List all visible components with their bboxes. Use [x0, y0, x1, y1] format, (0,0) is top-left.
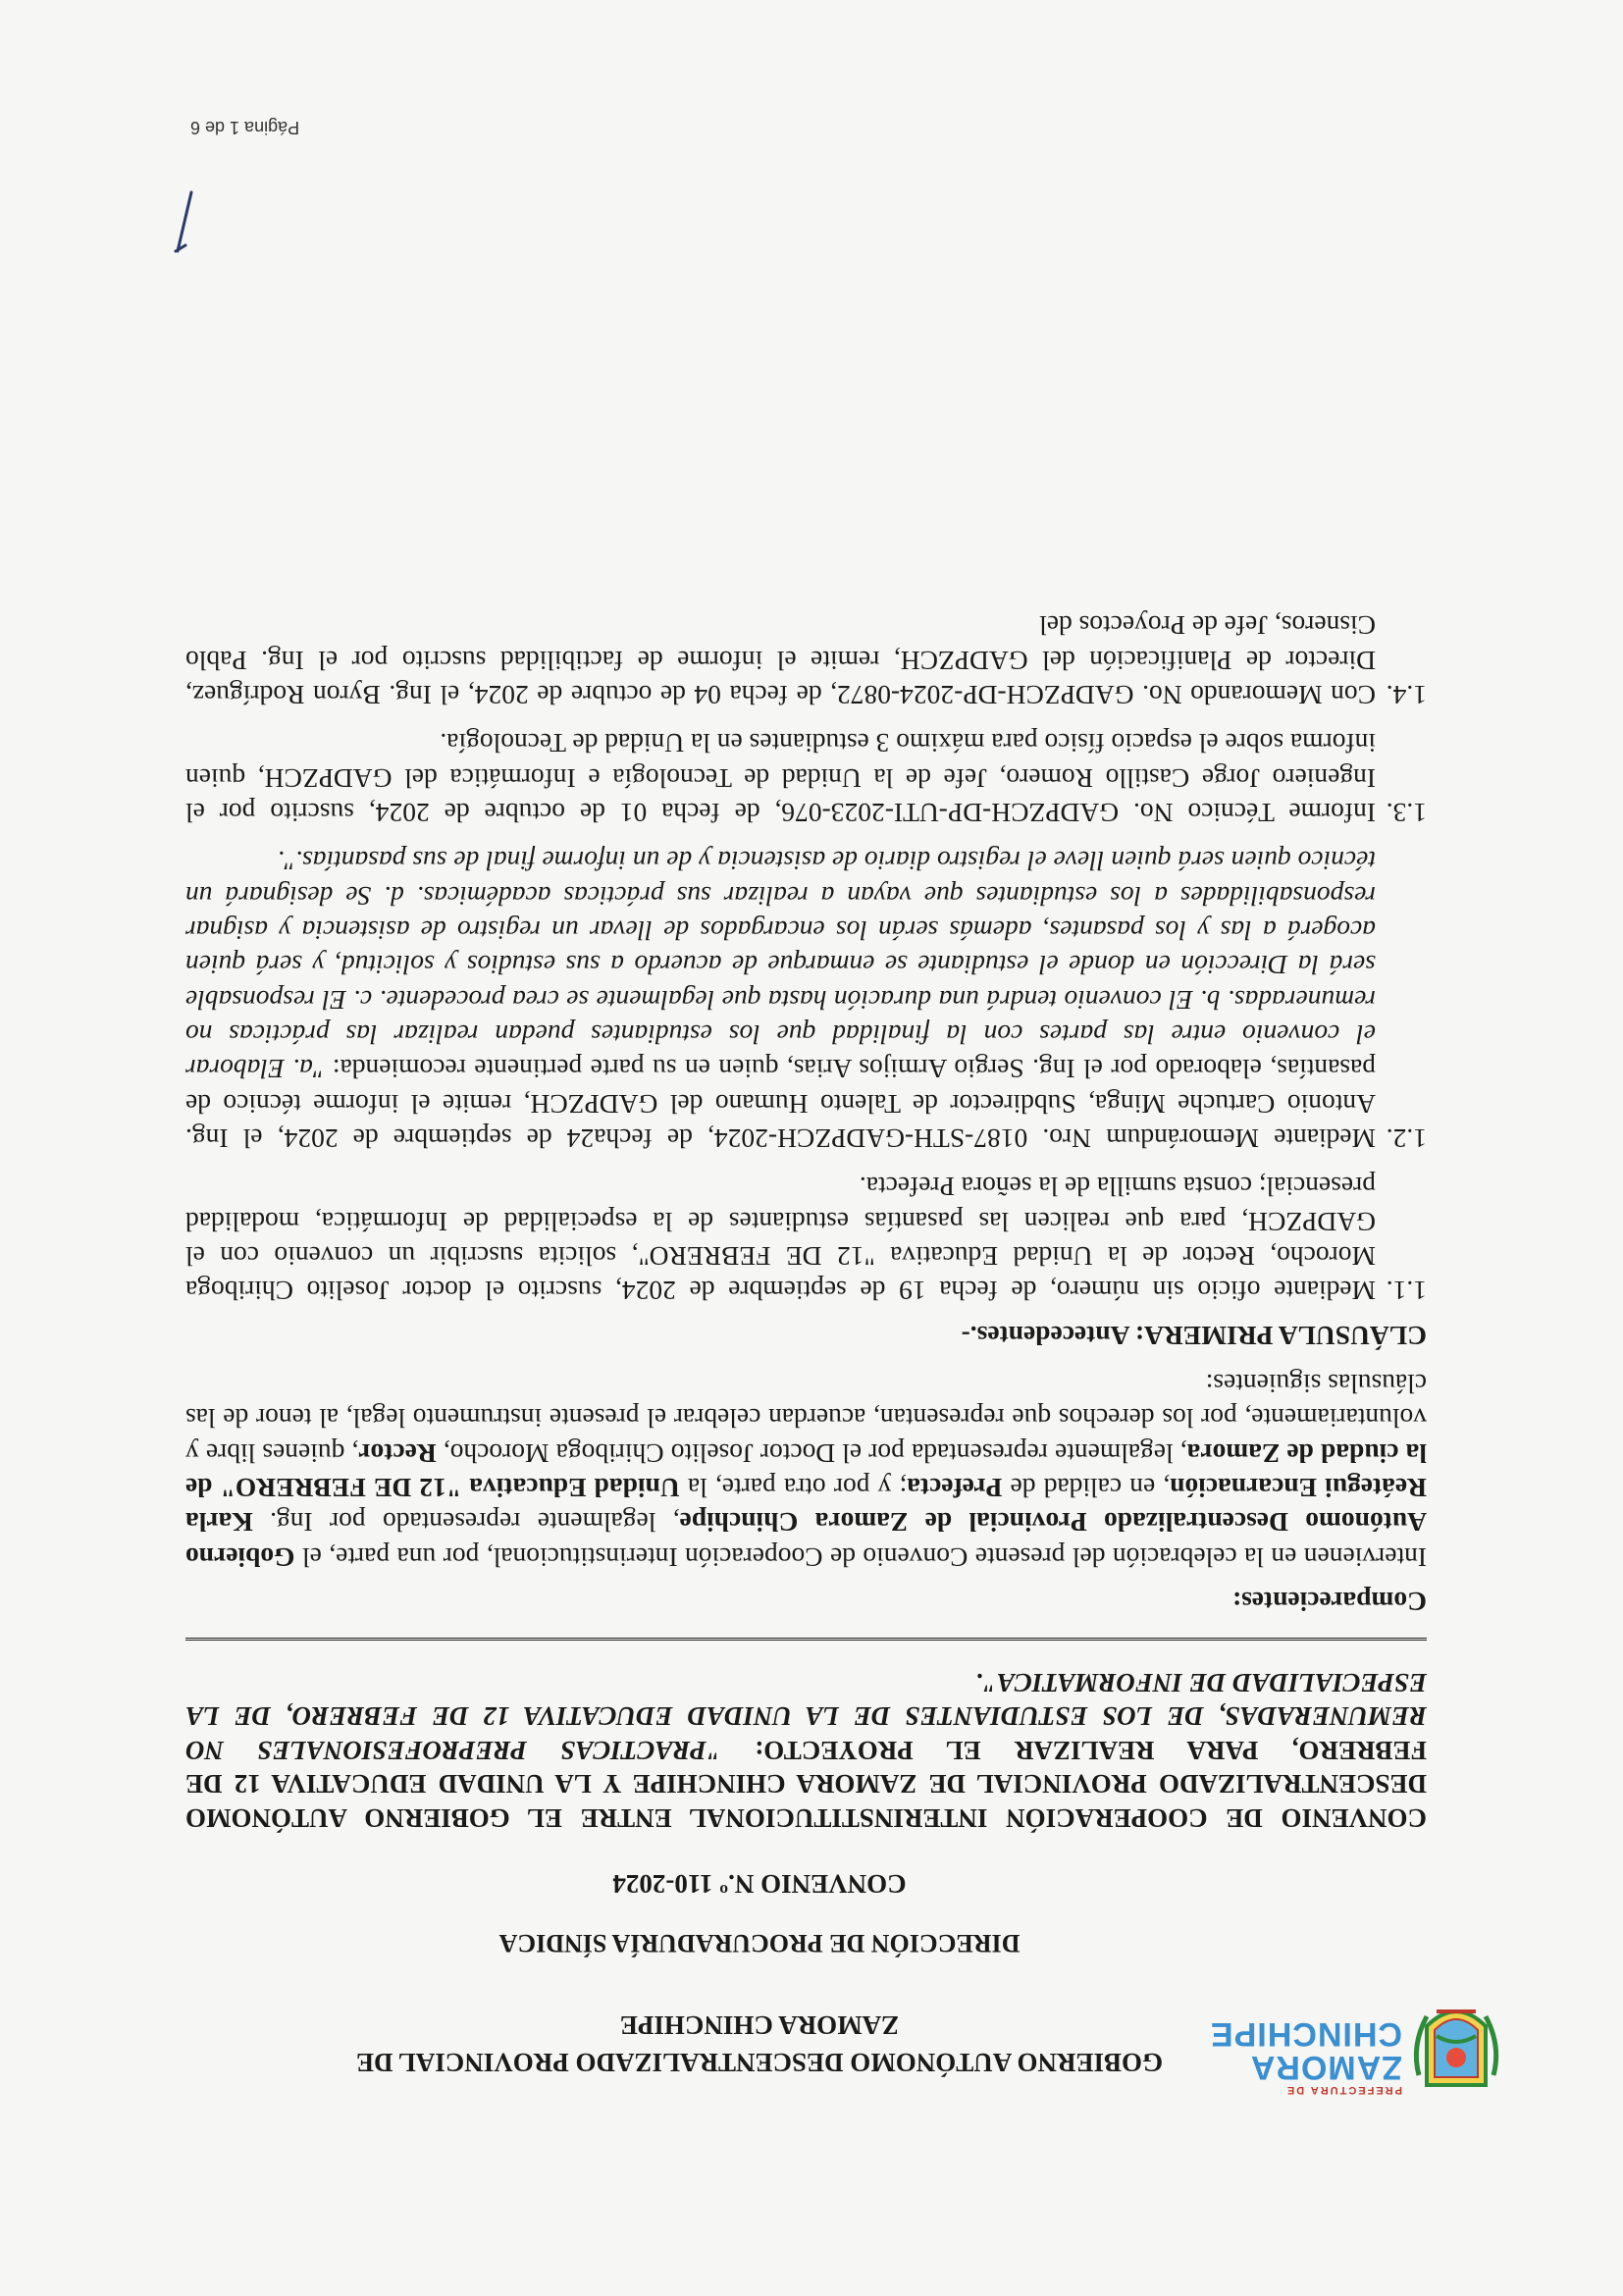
text-run-bold: Rector	[358, 1437, 437, 1469]
title-divider	[185, 1638, 1427, 1641]
item-quote: "a. Elaborar el convenio entre las partes con la finalidad que los estudiantes puedan realizar las prácticas no remuneradas. b. El convenio tendrá una duración hasta que legalmente se crea procedente. c. El responsable será la Dirección en donde el estudiante se enmarque de acuerdo a sus estudios y solicitud, y será quien acogerá a las y los pasantes, además serán los encargados de llevar un registro de asistencia y asignar responsabilidades a los estudiantes que vayan a realizar sus prácticas académicas. d. Se designará un técnico quien será quien lleve el registro diario de asistencia y de un informe final de sus pasantías.".	[185, 846, 1376, 1085]
text-run: , legalmente representado por Ing.	[252, 1507, 680, 1539]
item-text: Mediante oficio sin número, de fecha 19 de septiembre de 2024, suscrito el doctor Joselito Chiriboga Morocho, Rector de la Unidad Educativa "12 DE FEBRERO", solicita suscribir un convenio con el GADPZCH, para que realicen las pasantías estudiantes de la especialidad de Informática, modalidad presencial; consta sumilla de la señora Prefecta.	[185, 1172, 1376, 1307]
item-number: 1.3.	[1386, 798, 1427, 829]
text-run-bold: Gobierno Autónomo Descentralizado Provincial de Zamora Chinchipe	[185, 1507, 1427, 1573]
item-text-container	[185, 844, 1376, 1156]
logo-line2: CHINCHIPE	[1209, 2015, 1402, 2053]
convenio-title	[185, 1665, 1427, 1835]
text-run: , en calidad de	[1002, 1473, 1171, 1504]
convenio-number: CONVENIO N.º 110-2024	[612, 1869, 907, 1899]
antecedente-item	[185, 608, 1427, 712]
logo-wordmark	[1209, 2015, 1402, 2096]
direction-heading: DIRECCIÓN DE PROCURADURÍA SÍNDICA	[498, 1929, 1021, 1957]
text-run-bold: Prefecta	[907, 1473, 1003, 1504]
text-run: ; y por otra parte, la	[679, 1473, 908, 1504]
antecedente-item	[185, 844, 1427, 1156]
text-run-bold: Karla Reátegui Encarnación	[185, 1473, 1427, 1539]
header-line1: GOBIERNO AUTÓNOMO DESCENTRALIZADO PROVINCIAL DE	[355, 2048, 1164, 2077]
text-run: , legalmente representada por el Doctor Joselito Chiriboga Morocho,	[436, 1437, 1187, 1469]
institution-header	[318, 2006, 1201, 2080]
logo-small-text: PREFECTURA DE	[1284, 2084, 1402, 2096]
title-normal: CONVENIO DE COOPERACIÓN INTERINSTITUCIONAL ENTRE EL GOBIERNO AUTÓNOMO DESCENTRALIZADO PROVINCIAL DE ZAMORA CHINCHIPE Y LA UNIDAD EDUCATIVA 12 DE FEBRERO, PARA REALIZAR EL PROYECTO:	[185, 1735, 1427, 1833]
comparecientes-heading: Comparecientes:	[1231, 1587, 1427, 1617]
logo-line1: ZAMORA	[1249, 2049, 1402, 2086]
text-run: , quienes libre y voluntariamente, por los derechos que representan, acuerdan celebrar el presente instrumento legal, al tenor de las cláusulas siguientes:	[185, 1369, 1427, 1469]
item-text: Informe Técnico No. GADPZCH-DP-UTI-2023-076, de fecha 01 de octubre de 2024, suscrito por el Ingeniero Jorge Castillo Romero, Jefe de la Unidad de Tecnología e Informática del GADPZCH, quien informa sobre el espacio físico para máximo 3 estudiantes en la Unidad de Tecnología.	[185, 728, 1376, 829]
item-number: 1.2.	[1386, 1123, 1427, 1155]
title-italic: "PRACTICAS PREPROFESIONALES NO REMUNERADAS, DE LOS ESTUDIANTES DE LA UNIDAD EDUCATIVA 12 DE FEBRERO, DE LA ESPECIALIDAD DE INFORMATICA".	[185, 1667, 1427, 1765]
handwritten-page-mark	[166, 186, 205, 255]
document-body	[185, 595, 1427, 1619]
item-text: Con Memorando No. GADPZCH-DP-2024-0872, de fecha 04 de octubre de 2024, el Ing. Byron Rodríguez, Director de Planificación del GADPZCH, remite el informe de factibilidad suscrito por el Ing. Pablo Cisneros, Jefe de Proyectos del	[185, 610, 1376, 711]
antecedente-item	[185, 1170, 1427, 1308]
clausula-heading: CLÁUSULA PRIMERA: Antecedentes.-	[961, 1320, 1427, 1351]
comparecientes-paragraph	[185, 1367, 1427, 1575]
text-run: Intervienen en la celebración del presente Convenio de Cooperación Interinstitucional, por una parte, el	[294, 1541, 1427, 1573]
item-number: 1.4.	[1386, 680, 1427, 711]
page-footer: Página 1 de 6	[190, 118, 300, 137]
item-number: 1.1.	[1386, 1276, 1427, 1307]
antecedente-item	[185, 726, 1427, 830]
item-text: Mediante Memorándum Nro. 0187-STH-GADPZCH-2024, de fecha24 de septiembre de 2024, el Ing. Antonio Cartuche Minga, Subdirector de Talento Humano del GADPZCH, remite el informe técnico de pasantías, elaborado por el Ing. Sergio Armijos Arias, quien en su parte pertinente recomienda:	[185, 1054, 1376, 1155]
text-run-bold: Unidad Educativa "12 DE FEBRERO" de la ciudad de Zamora	[184, 1437, 1427, 1504]
header-line2: ZAMORA CHINCHIPE	[619, 2010, 900, 2041]
